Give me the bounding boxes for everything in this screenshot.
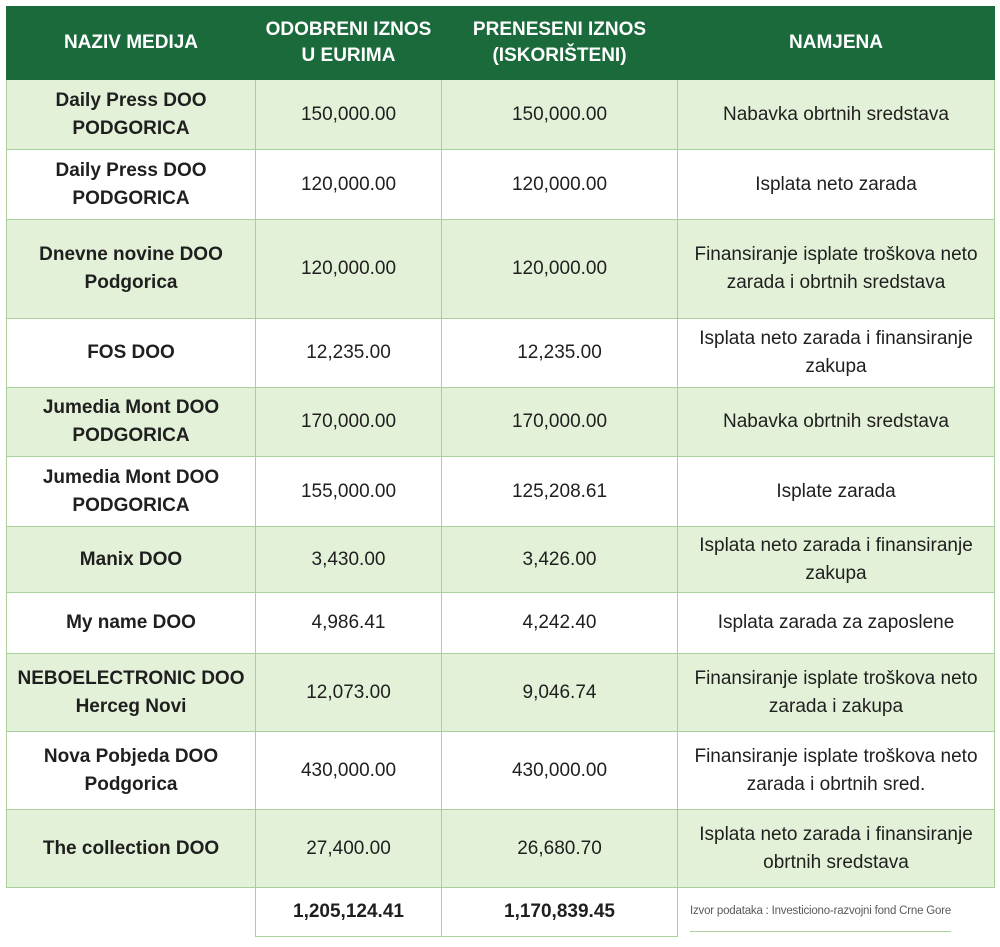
table-row <box>7 388 995 457</box>
source-note: Izvor podataka : Investiciono-razvojni fond Crne Gore <box>690 897 951 932</box>
cell-approved: 155,000.00 <box>256 457 442 527</box>
cell-transferred: 150,000.00 <box>442 80 678 150</box>
table-row <box>7 150 995 220</box>
cell-purpose: Isplata neto zarada <box>678 150 995 220</box>
cell-purpose: Nabavka obrtnih sredstava <box>678 388 995 457</box>
cell-name: Jumedia Mont DOO PODGORICA <box>7 457 256 527</box>
table-header-row <box>7 7 995 80</box>
cell-purpose: Isplata neto zarada i finansiranje zakupa <box>678 527 995 593</box>
cell-name: The collection DOO <box>7 810 256 888</box>
table-row <box>7 593 995 654</box>
header-approved-amount: ODOBRENI IZNOS U EURIMA <box>256 7 442 80</box>
cell-approved: 12,235.00 <box>256 319 442 388</box>
header-name: NAZIV MEDIJA <box>7 7 256 80</box>
cell-purpose: Isplata neto zarada i finansiranje zakupa <box>678 319 995 388</box>
cell-approved: 150,000.00 <box>256 80 442 150</box>
source-cell <box>678 888 995 937</box>
table-row <box>7 80 995 150</box>
total-transferred: 1,170,839.45 <box>442 888 678 937</box>
total-approved: 1,205,124.41 <box>256 888 442 937</box>
cell-transferred: 3,426.00 <box>442 527 678 593</box>
cell-approved: 430,000.00 <box>256 732 442 810</box>
table-row <box>7 319 995 388</box>
cell-name: FOS DOO <box>7 319 256 388</box>
totals-empty-cell <box>7 888 256 937</box>
table-row <box>7 457 995 527</box>
cell-purpose: Finansiranje isplate troškova neto zarada i obrtnih sred. <box>678 732 995 810</box>
cell-purpose: Isplata neto zarada i finansiranje obrtnih sredstava <box>678 810 995 888</box>
table-row <box>7 220 995 319</box>
table-row <box>7 527 995 593</box>
cell-transferred: 120,000.00 <box>442 150 678 220</box>
cell-purpose: Finansiranje isplate troškova neto zarada i obrtnih sredstava <box>678 220 995 319</box>
cell-transferred: 170,000.00 <box>442 388 678 457</box>
cell-name: My name DOO <box>7 593 256 654</box>
media-funding-table <box>6 6 995 937</box>
header-purpose: NAMJENA <box>678 7 995 80</box>
cell-approved: 120,000.00 <box>256 220 442 319</box>
cell-transferred: 120,000.00 <box>442 220 678 319</box>
cell-name: NEBOELECTRONIC DOO Herceg Novi <box>7 654 256 732</box>
cell-name: Dnevne novine DOO Podgorica <box>7 220 256 319</box>
media-funding-table-container <box>6 6 994 937</box>
cell-purpose: Isplate zarada <box>678 457 995 527</box>
cell-approved: 170,000.00 <box>256 388 442 457</box>
header-transferred-amount: PRENESENI IZNOS (ISKORIŠTENI) <box>442 7 678 80</box>
cell-approved: 3,430.00 <box>256 527 442 593</box>
totals-row <box>7 888 995 937</box>
cell-transferred: 4,242.40 <box>442 593 678 654</box>
cell-transferred: 430,000.00 <box>442 732 678 810</box>
cell-approved: 27,400.00 <box>256 810 442 888</box>
cell-transferred: 125,208.61 <box>442 457 678 527</box>
cell-name: Daily Press DOO PODGORICA <box>7 150 256 220</box>
table-row <box>7 810 995 888</box>
cell-approved: 120,000.00 <box>256 150 442 220</box>
table-row <box>7 654 995 732</box>
cell-purpose: Nabavka obrtnih sredstava <box>678 80 995 150</box>
cell-name: Manix DOO <box>7 527 256 593</box>
cell-transferred: 26,680.70 <box>442 810 678 888</box>
cell-name: Nova Pobjeda DOO Podgorica <box>7 732 256 810</box>
cell-purpose: Isplata zarada za zaposlene <box>678 593 995 654</box>
cell-approved: 4,986.41 <box>256 593 442 654</box>
cell-transferred: 9,046.74 <box>442 654 678 732</box>
cell-name: Daily Press DOO PODGORICA <box>7 80 256 150</box>
cell-purpose: Finansiranje isplate troškova neto zarada i zakupa <box>678 654 995 732</box>
cell-name: Jumedia Mont DOO PODGORICA <box>7 388 256 457</box>
table-row <box>7 732 995 810</box>
cell-approved: 12,073.00 <box>256 654 442 732</box>
cell-transferred: 12,235.00 <box>442 319 678 388</box>
